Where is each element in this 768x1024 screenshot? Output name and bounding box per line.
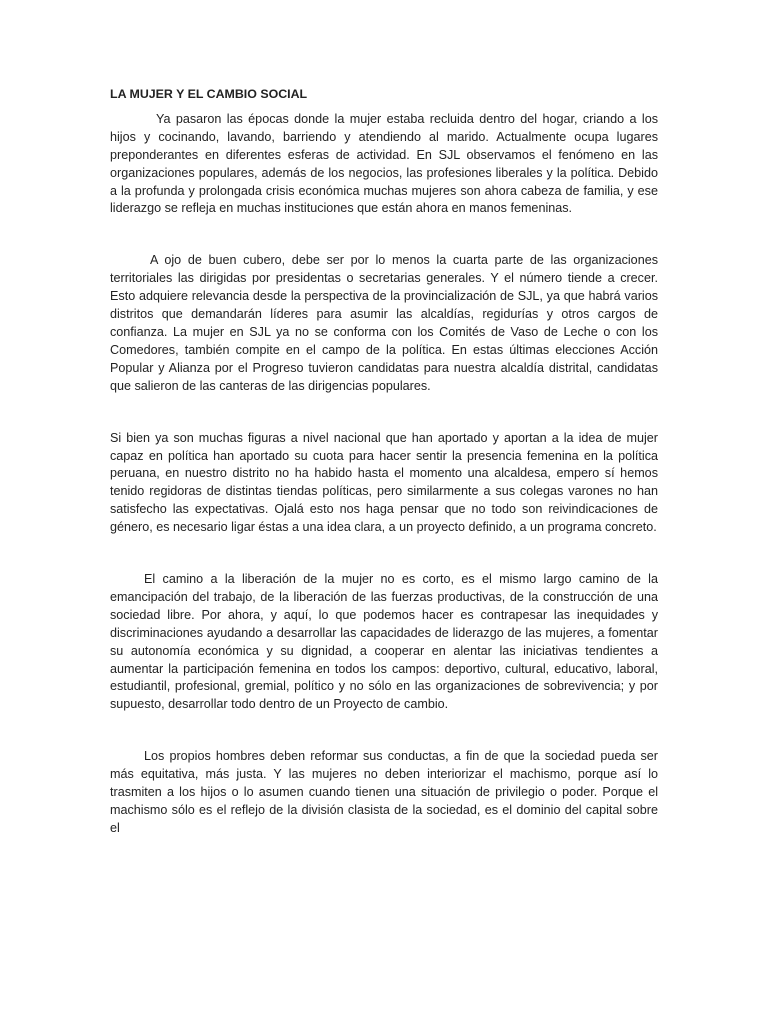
paragraph-1: Ya pasaron las épocas donde la mujer estaba recluida dentro del hogar, criando a los hijos y cocinando, lavando, barriendo y atendiendo al marido. Actualmente ocupa lugares preponderantes en diferentes esferas de actividad. En SJL observamos el fenómeno en las organizaciones populares, además de los negocios, las profesiones liberales y la política. Debido a la profunda y prolongada crisis económica muchas mujeres son ahora cabeza de familia, y ese liderazgo se refleja en muchas instituciones que están ahora en manos femeninas.: [110, 111, 658, 216]
document-body: [110, 86, 658, 838]
paragraph-3: Si bien ya son muchas figuras a nivel nacional que han aportado y aportan a la idea de mujer capaz en política han aportado su cuota para hacer sentir la presencia femenina en la política peruana, en nuestro distrito no ha habido hasta el momento una alcaldesa, empero sí hemos tenido regidoras de distintas tiendas políticas, pero similarmente a sus colegas varones no han satisfecho las expectativas. Ojalá esto nos haga pensar que no todo son reivindicaciones de género, es necesario ligar éstas a una idea clara, a un proyecto definido, a un programa concreto.: [110, 430, 658, 535]
paragraph-4: El camino a la liberación de la mujer no es corto, es el mismo largo camino de la emancipación del trabajo, de la liberación de las fuerzas productivas, de la construcción de una sociedad libre. Por ahora, y aquí, lo que podemos hacer es contrapesar las inequidades y discriminaciones ayudando a desarrollar las capacidades de liderazgo de las mujeres, a fomentar su autonomía económica y su dignidad, a cooperar en alentar las iniciativas tendientes a aumentar la participación femenina en todos los campos: deportivo, cultural, educativo, laboral, estudiantil, profesional, gremial, político y no sólo en las organizaciones de sobrevivencia; y por supuesto, desarrollar todo dentro de un Proyecto de cambio.: [110, 572, 658, 712]
paragraph-2: A ojo de buen cubero, debe ser por lo menos la cuarta parte de las organizaciones territoriales las dirigidas por presidentas o secretarias generales. Y el número tiende a crecer. Esto adquiere relevancia desde la perspectiva de la provincialización de SJL, ya que habrá varios distritos que demandarán líderes para asumir las alcaldías, regidurías y otros cargos de confianza. La mujer en SJL ya no se conforma con los Comités de Vaso de Leche o con los Comedores, también compite en el campo de la política. En estas últimas elecciones Acción Popular y Alianza por el Progreso tuvieron candidatas para nuestra alcaldía distrital, candidatas que salieron de las canteras de las dirigencias populares.: [110, 253, 658, 393]
paragraph-5: Los propios hombres deben reformar sus conductas, a fin de que la sociedad pueda ser más equitativa, más justa. Y las mujeres no deben interiorizar el machismo, porque así lo trasmiten a los hijos o lo asumen cuando tienen una situación de privilegio o poder. Porque el machismo sólo es el reflejo de la división clasista de la sociedad, es el dominio del capital sobre el: [110, 749, 658, 835]
document-title: LA MUJER Y EL CAMBIO SOCIAL: [110, 87, 308, 101]
